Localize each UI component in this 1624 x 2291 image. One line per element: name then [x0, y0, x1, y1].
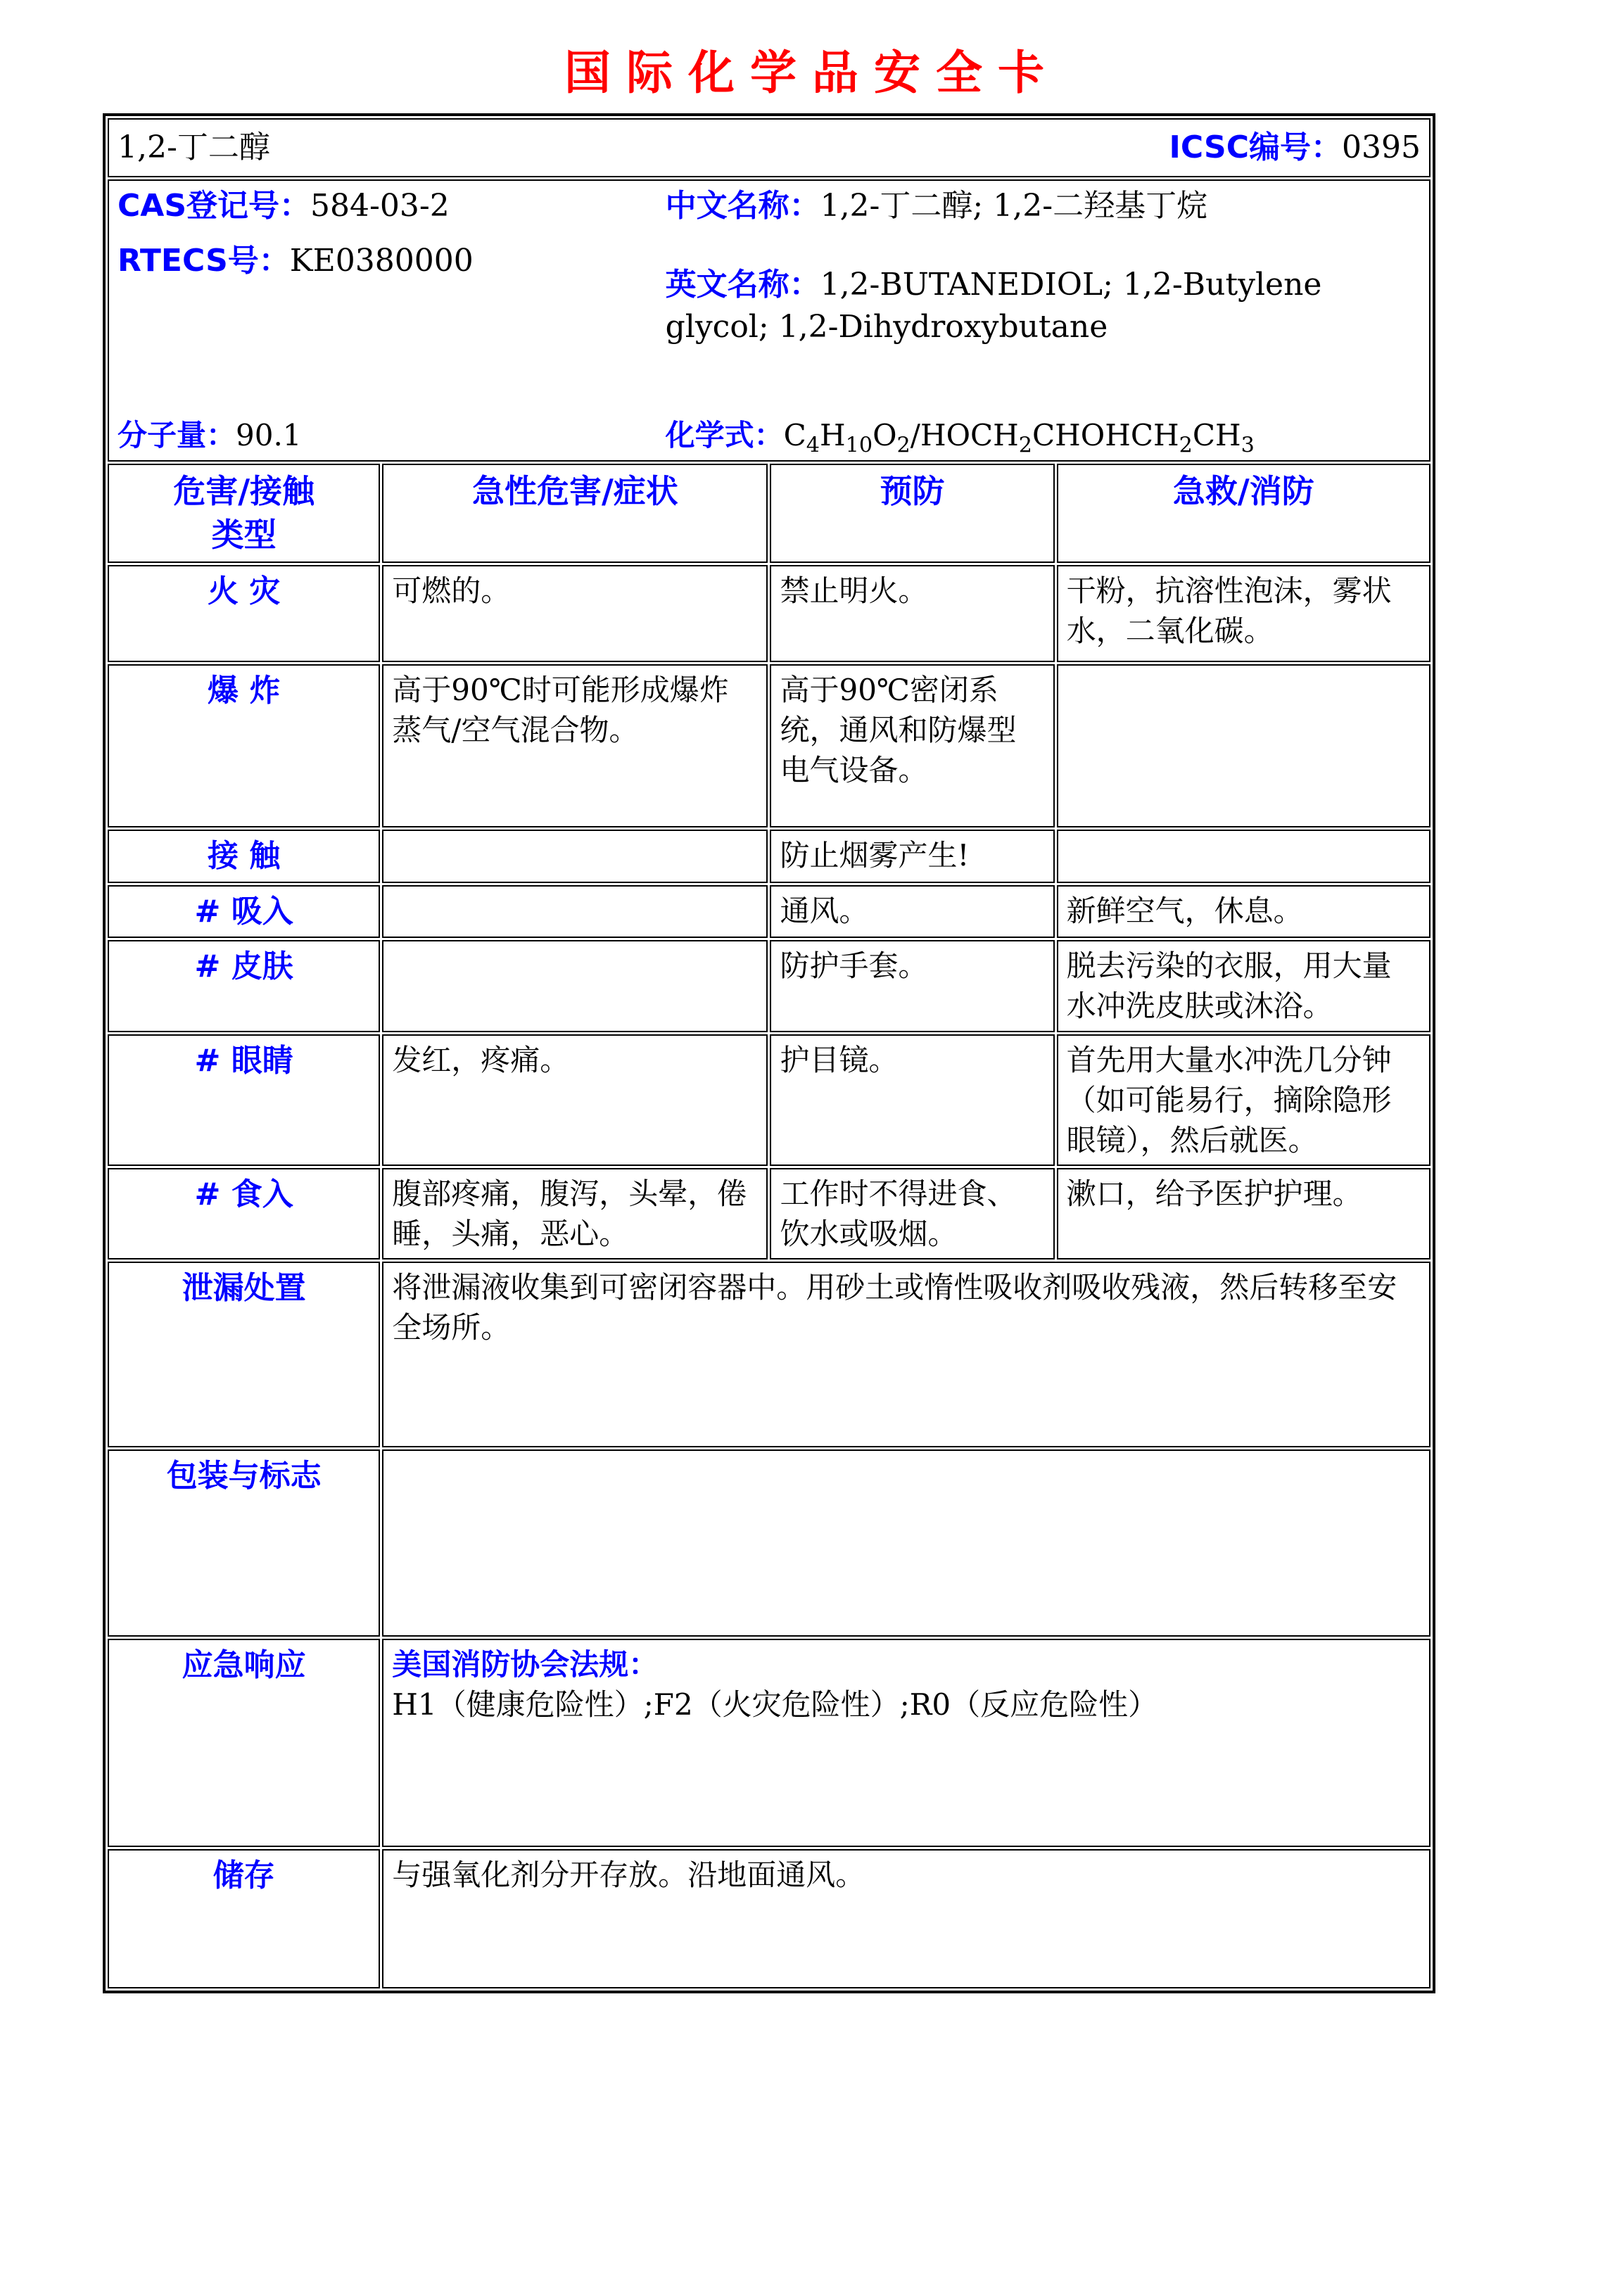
- fire-prevention-cell: 禁止明火。: [770, 565, 1054, 662]
- ingestion-response-cell: 漱口，给予医护护理。: [1057, 1168, 1430, 1259]
- hazard-type-header-line2: 类型: [211, 516, 277, 554]
- explosion-response-cell: [1057, 664, 1430, 827]
- chinese-name-line: [666, 185, 1421, 227]
- chemical-formula-line: [665, 415, 1421, 458]
- skin-row: [108, 940, 1430, 1032]
- molecular-weight-line: [118, 415, 659, 455]
- explosion-prevention-cell: 高于90℃密闭系统，通风和防爆型电气设备。: [770, 664, 1054, 827]
- icsc-number-label: ICSC编号：: [1169, 129, 1343, 166]
- molecular-weight-value: 90.1: [236, 418, 302, 453]
- inhalation-symptoms-cell: [382, 885, 768, 939]
- eyes-prevention-cell: 护目镜。: [770, 1034, 1054, 1166]
- cas-value: 584-03-2: [310, 188, 450, 224]
- storage-label-cell: 储存: [108, 1849, 380, 1988]
- card-header-bar: [118, 124, 1421, 172]
- storage-row: [108, 1849, 1430, 1988]
- substance-name: 1,2-丁二醇: [118, 129, 270, 166]
- chemical-formula-label: 化学式：: [665, 418, 784, 453]
- inhalation-row: [108, 885, 1430, 939]
- first-aid-header: 急救/消防: [1057, 464, 1430, 563]
- cas-label: CAS登记号：: [118, 188, 311, 224]
- packaging-row: [108, 1449, 1430, 1637]
- exposure-symptoms-cell: [382, 830, 768, 883]
- prevention-header: 预防: [770, 464, 1054, 563]
- identification-grid: [118, 185, 1421, 360]
- exposure-label-cell: 接 触: [108, 830, 380, 883]
- icsc-card-table: [103, 113, 1435, 1993]
- symptoms-header: 急性危害/症状: [382, 464, 768, 563]
- fire-row: [108, 565, 1430, 662]
- english-name-label: 英文名称：: [665, 266, 820, 303]
- english-name-line: [666, 264, 1421, 348]
- exposure-row: [108, 830, 1430, 883]
- emergency-row: [108, 1639, 1430, 1847]
- ingestion-symptoms-cell: 腹部疼痛，腹泻，头晕，倦睡，头痛，恶心。: [382, 1168, 768, 1259]
- skin-label-cell: # 皮肤: [108, 940, 380, 1032]
- skin-prevention-cell: 防护手套。: [770, 940, 1054, 1032]
- rtecs-number-line: [118, 240, 659, 282]
- ingestion-label-cell: # 食入: [108, 1168, 380, 1259]
- eyes-label-cell: # 眼睛: [108, 1034, 380, 1166]
- nfpa-code-value: H1（健康危险性）;F2（火灾危险性）;R0（反应危险性）: [392, 1687, 1158, 1722]
- explosion-row: [108, 664, 1430, 827]
- ingestion-prevention-cell: 工作时不得进食、饮水或吸烟。: [770, 1168, 1054, 1259]
- cas-number-line: [118, 185, 659, 227]
- eyes-row: [108, 1034, 1430, 1166]
- hazard-type-header-line1: 危害/接触: [173, 471, 315, 510]
- inhalation-response-cell: 新鲜空气，休息。: [1057, 885, 1430, 939]
- ingestion-row: [108, 1168, 1430, 1259]
- spillage-content-cell: 将泄漏液收集到可密闭容器中。用砂土或惰性吸收剂吸收残液，然后转移至安全场所。: [382, 1262, 1430, 1447]
- chemical-formula-value: $C_4H_{10}O_2/HOCH_2CHOHCH_2CH_3$: [783, 418, 1255, 458]
- skin-symptoms-cell: [382, 940, 768, 1032]
- molecular-weight-label: 分子量：: [118, 418, 236, 453]
- hazard-type-header: [108, 464, 380, 563]
- fire-response-cell: 干粉，抗溶性泡沫，雾状水，二氧化碳。: [1057, 565, 1430, 662]
- inhalation-prevention-cell: 通风。: [770, 885, 1054, 939]
- registry-numbers: [118, 185, 659, 360]
- molecular-data-grid: [118, 415, 1421, 458]
- explosion-symptoms-cell: 高于90℃时可能形成爆炸蒸气/空气混合物。: [382, 664, 768, 827]
- card-header-row: [108, 118, 1430, 177]
- explosion-label-cell: 爆 炸: [108, 664, 380, 827]
- identification-row: [108, 179, 1430, 462]
- chemical-names: [666, 185, 1421, 360]
- rtecs-value: KE0380000: [289, 242, 474, 279]
- english-name-value: 1,2-BUTANEDIOL; 1,2-Butylene glycol; 1,2-Dihydroxybutane: [665, 266, 1322, 345]
- eyes-response-cell: 首先用大量水冲洗几分钟（如可能易行，摘除隐形眼镜），然后就医。: [1057, 1034, 1430, 1166]
- exposure-response-cell: [1057, 830, 1430, 883]
- chinese-name-value: 1,2-丁二醇; 1,2-二羟基丁烷: [820, 188, 1208, 224]
- hazard-header-row: [108, 464, 1430, 563]
- packaging-content-cell: [382, 1449, 1430, 1637]
- packaging-label-cell: 包装与标志: [108, 1449, 380, 1637]
- eyes-symptoms-cell: 发红，疼痛。: [382, 1034, 768, 1166]
- nfpa-code-label: 美国消防协会法规：: [392, 1647, 659, 1682]
- spillage-row: [108, 1262, 1430, 1447]
- storage-content-cell: 与强氧化剂分开存放。沿地面通风。: [382, 1849, 1430, 1988]
- skin-response-cell: 脱去污染的衣服，用大量水冲洗皮肤或沐浴。: [1057, 940, 1430, 1032]
- fire-symptoms-cell: 可燃的。: [382, 565, 768, 662]
- fire-label-cell: 火 灾: [108, 565, 380, 662]
- emergency-content-cell: [382, 1639, 1430, 1847]
- inhalation-label-cell: # 吸入: [108, 885, 380, 939]
- emergency-label-cell: 应急响应: [108, 1639, 380, 1847]
- icsc-number-value: 0395: [1342, 129, 1421, 166]
- rtecs-label: RTECS号：: [118, 242, 290, 279]
- exposure-prevention-cell: 防止烟雾产生!: [770, 830, 1054, 883]
- icsc-number: [1169, 127, 1421, 169]
- page-title: 国际化学品安全卡: [564, 46, 1060, 100]
- spillage-label-cell: 泄漏处置: [108, 1262, 380, 1447]
- chinese-name-label: 中文名称：: [665, 188, 820, 224]
